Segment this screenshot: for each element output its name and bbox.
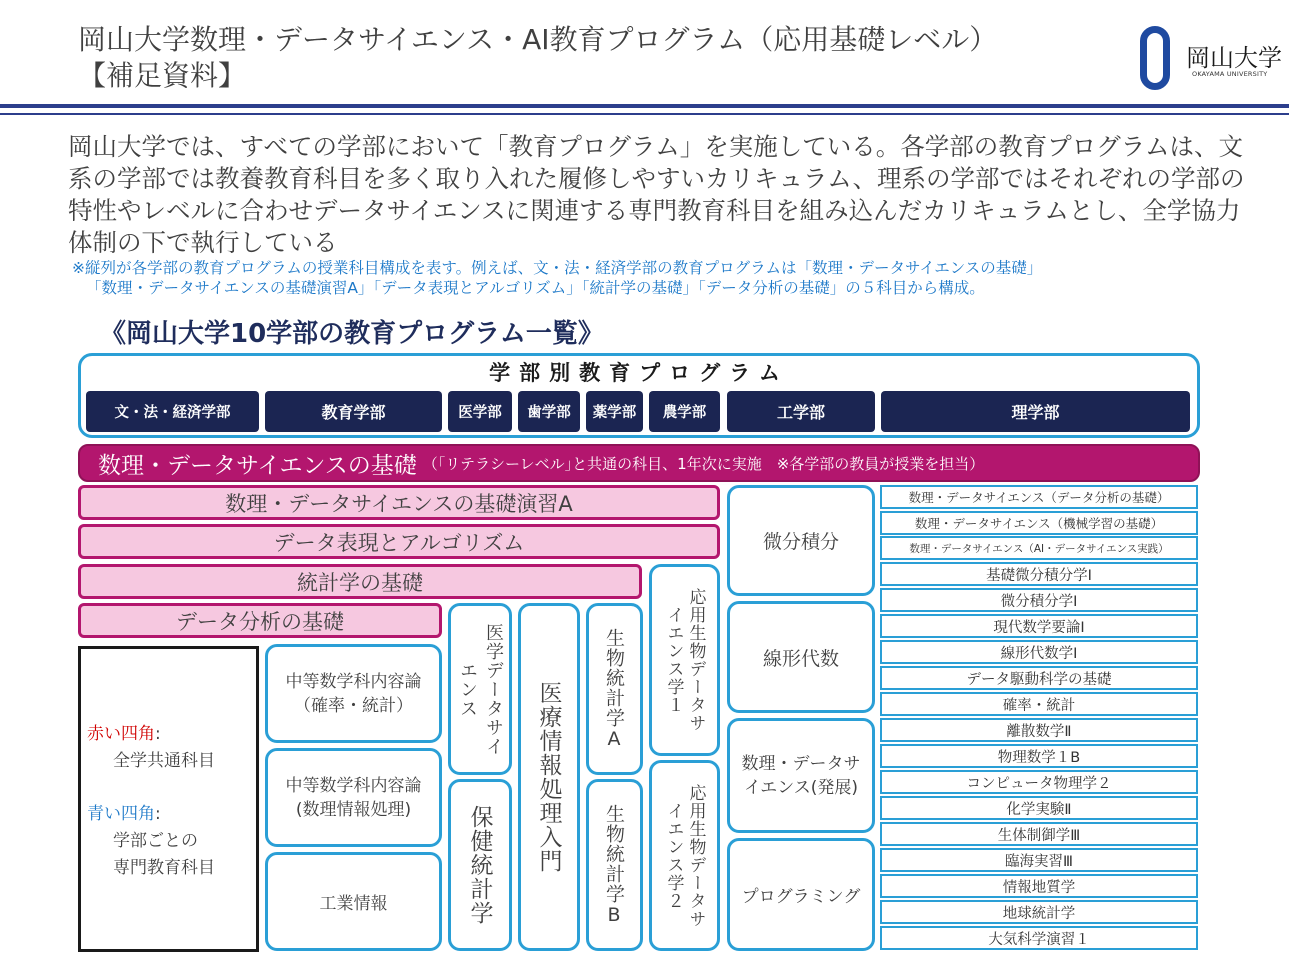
med-course-health-statistics: 保健統計学 bbox=[448, 779, 512, 951]
legend-blue-label: 青い四角 bbox=[87, 804, 155, 824]
sci-course-1: 数理・データサイエンス（データ分析の基礎） bbox=[880, 485, 1198, 509]
note bbox=[72, 258, 1272, 298]
list-title: 《岡山大学10学部の教育プログラム一覧》 bbox=[100, 319, 604, 349]
sci-course-14: 生体制御学Ⅲ bbox=[880, 822, 1198, 846]
faculty-education: 教育学部 bbox=[265, 391, 442, 432]
faculty-engineering: 工学部 bbox=[727, 391, 875, 432]
common-course-main-note: （｢リテラシーレベル｣と共通の科目、1年次に実施 ※各学部の教員が授業を担当） bbox=[422, 454, 985, 473]
faculty-header-title: 学部別教育プログラム bbox=[489, 361, 789, 385]
common-course-data-algorithm: データ表現とアルゴリズム bbox=[78, 524, 720, 559]
sci-course-11: 物理数学１B bbox=[880, 744, 1198, 768]
dent-course-medical-info: 医療情報処理入門 bbox=[518, 603, 580, 951]
faculty-agriculture: 農学部 bbox=[649, 391, 720, 432]
title-line-1: 岡山大学数理・データサイエンス・AI教育プログラム（応用基礎レベル） bbox=[78, 23, 998, 56]
sci-course-18: 大気科学演習１ bbox=[880, 926, 1198, 950]
header-rule bbox=[0, 104, 1289, 108]
pharm-course-biostat-a: 生物統計学A bbox=[586, 603, 643, 775]
common-course-main bbox=[78, 444, 1200, 482]
sci-course-2: 数理・データサイエンス（機械学習の基礎） bbox=[880, 511, 1198, 535]
sci-course-9: 確率・統計 bbox=[880, 692, 1198, 716]
sci-course-17: 地球統計学 bbox=[880, 900, 1198, 924]
common-course-statistics: 統計学の基礎 bbox=[78, 564, 642, 599]
legend-red: 赤い四角: bbox=[87, 724, 161, 744]
university-logo-icon bbox=[1140, 26, 1170, 90]
eng-course-linear-algebra: 線形代数 bbox=[727, 601, 875, 713]
header-rule-thin bbox=[0, 113, 1289, 115]
eng-course-data-science-advanced: 数理・データサイエンス(発展) bbox=[727, 718, 875, 833]
agr-course-bio-data-1: 応用生物データサイエンス学１ bbox=[649, 564, 720, 756]
intro-paragraph: 岡山大学では、すべての学部において「教育プログラム」を実施している。各学部の教育プログラムは、文系の学部では教養教育科目を多く取り入れた履修しやすいカリキュラム、理系の学部ではそれぞれの学部の特性やレベルに合わせデータサイエンスに関連する専門教育科目を組み込んだカリキュラムとし、全学協力体制の下で執行している bbox=[68, 132, 1245, 257]
common-course-data-analysis: データ分析の基礎 bbox=[78, 603, 442, 638]
sci-course-16: 情報地質学 bbox=[880, 874, 1198, 898]
faculty-dentistry: 歯学部 bbox=[518, 391, 580, 432]
sci-course-10: 離散数学Ⅱ bbox=[880, 718, 1198, 742]
legend-red-desc: 全学共通科目 bbox=[113, 751, 215, 771]
title-line-2: 【補足資料】 bbox=[78, 59, 247, 92]
faculty-pharmacy: 薬学部 bbox=[586, 391, 643, 432]
sci-course-7: 線形代数学Ⅰ bbox=[880, 640, 1198, 664]
legend-blue: 青い四角: bbox=[87, 804, 161, 824]
legend-box bbox=[78, 646, 259, 952]
edu-course-probability: 中等数学科内容論 （確率・統計） bbox=[265, 644, 442, 743]
pharm-course-biostat-b: 生物統計学B bbox=[586, 779, 643, 951]
sci-course-15: 臨海実習Ⅲ bbox=[880, 848, 1198, 872]
faculty-medicine: 医学部 bbox=[448, 391, 512, 432]
sci-course-5: 微分積分学Ⅰ bbox=[880, 588, 1198, 612]
logo-subtitle: OKAYAMA UNIVERSITY bbox=[1192, 70, 1268, 78]
eng-course-programming: プログラミング bbox=[727, 838, 875, 951]
legend-blue-desc-2: 専門教育科目 bbox=[113, 858, 215, 878]
legend-red-label: 赤い四角 bbox=[87, 724, 155, 744]
sci-course-12: コンピュータ物理学２ bbox=[880, 770, 1198, 794]
note-line-2: 「数理・データサイエンスの基礎演習A」「データ表現とアルゴリズム」「統計学の基礎」「データ分析の基礎」の５科目から構成。 bbox=[86, 279, 985, 297]
sci-course-13: 化学実験Ⅱ bbox=[880, 796, 1198, 820]
faculty-letters-law-economics: 文・法・経済学部 bbox=[86, 391, 259, 432]
edu-course-info-processing: 中等数学科内容論 (数理情報処理) bbox=[265, 748, 442, 847]
med-course-data-science: 医学データサイエンス bbox=[448, 603, 512, 775]
common-course-exercise-a: 数理・データサイエンスの基礎演習A bbox=[78, 485, 720, 520]
sci-course-8: データ駆動科学の基礎 bbox=[880, 666, 1198, 690]
agr-course-bio-data-2: 応用生物データサイエンス学２ bbox=[649, 760, 720, 951]
sci-course-4: 基礎微分積分学Ⅰ bbox=[880, 562, 1198, 586]
slide-title bbox=[78, 22, 997, 94]
sci-course-3: 数理・データサイエンス（AI・データサイエンス実践） bbox=[880, 536, 1198, 560]
logo-name: 岡山大学 bbox=[1186, 44, 1282, 72]
edu-course-industrial-info: 工業情報 bbox=[265, 852, 442, 951]
eng-course-calculus: 微分積分 bbox=[727, 485, 875, 596]
sci-course-6: 現代数学要論Ⅰ bbox=[880, 614, 1198, 638]
common-course-main-title: 数理・データサイエンスの基礎 bbox=[98, 452, 417, 479]
faculty-science: 理学部 bbox=[881, 391, 1190, 432]
note-line-1: ※縦列が各学部の教育プログラムの授業科目構成を表す。例えば、文・法・経済学部の教育プログラムは「数理・データサイエンスの基礎」 bbox=[72, 259, 1043, 277]
legend-blue-desc-1: 学部ごとの bbox=[113, 831, 198, 851]
